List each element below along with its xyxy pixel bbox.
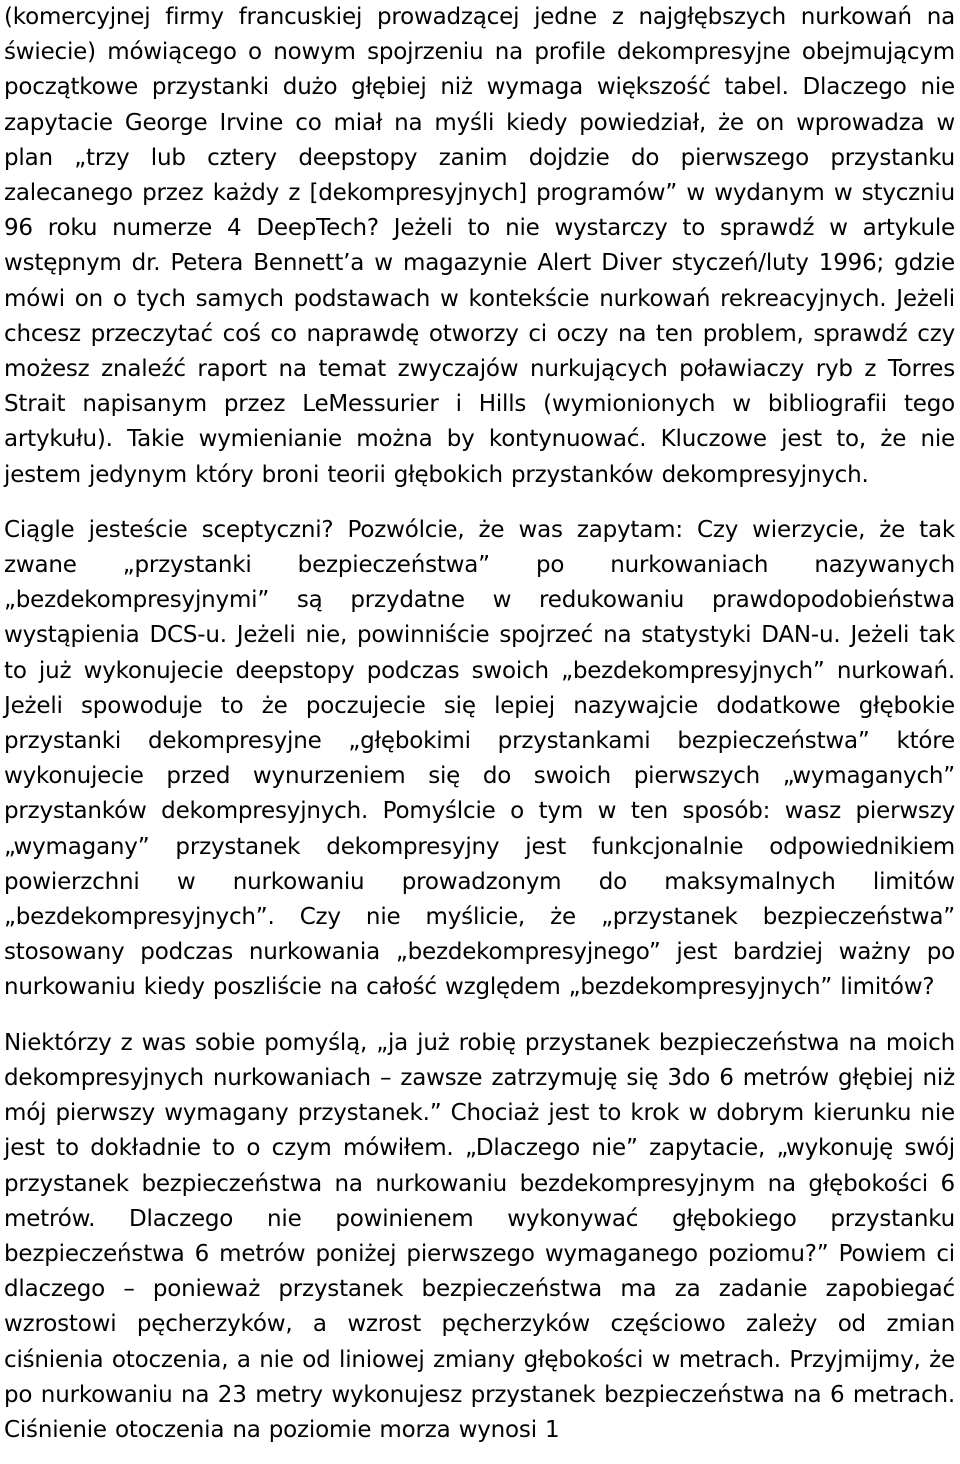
paragraph: (komercyjnej firmy francuskiej prowadzącej jedne z najgłębszych nurkowań na świecie) mówiącego o nowym spojrzeniu na profile dekompresyjne obejmującym początkowe przystanki dużo głębiej niż wymaga większość tabel. Dlaczego nie zapytacie George Irvine co miał na myśli kiedy powiedział, że on wprowadza w plan „trzy lub cztery deepstopy zanim dojdzie do pierwszego przystanku zalecanego przez każdy z [dekompresyjnych] programów” w wydanym w styczniu 96 roku numerze 4 DeepTech? Jeżeli to nie wystarczy to sprawdź w artykule wstępnym dr. Petera Bennett’a w magazynie Alert Diver styczeń/luty 1996; gdzie mówi on o tych samych podstawach w kontekście nurkowań rekreacyjnych. Jeżeli chcesz przeczytać coś co naprawdę otworzy ci oczy na ten problem, sprawdź czy możesz znaleźć raport na temat zwyczajów nurkujących poławiaczy ryb z Torres Strait napisanym przez LeMessurier i Hills (wymionionych w bibliografii tego artykułu). Takie wymienianie można by kontynuować. Kluczowe jest to, że nie jestem jedynym który broni teorii głębokich przystanków dekompresyjnych. [4,4,955,488]
paragraph: Niektórzy z was sobie pomyślą, „ja już robię przystanek bezpieczeństwa na moich dekompresyjnych nurkowaniach – zawsze zatrzymuję się 3do 6 metrów głębiej niż mój pierwszy wymagany przystanek.” Chociaż jest to krok w dobrym kierunku nie jest to dokładnie to o czym mówiłem. „Dlaczego nie” zapytacie, „wykonuję swój przystanek bezpieczeństwa na nurkowaniu bezdekompresyjnym na głębokości 6 metrów. Dlaczego nie powinienem wykonywać głębokiego przystanku bezpieczeństwa 6 metrów poniżej pierwszego wymaganego poziomu?” Powiem ci dlaczego – ponieważ przystanek bezpieczeństwa ma za zadanie zapobiegać wzrostowi pęcherzyków, a wzrost pęcherzyków częściowo zależy od zmian ciśnienia otoczenia, a nie od liniowej zmiany głębokości w metrach. Przyjmijmy, że po nurkowaniu na 23 metry wykonujesz przystanek bezpieczeństwa na 6 metrach. Ciśnienie otoczenia na poziomie morza wynosi 1 [4,1029,955,1443]
paragraph: Ciągle jesteście sceptyczni? Pozwólcie, że was zapytam: Czy wierzycie, że tak zwane „przystanki bezpieczeństwa” po nurkowaniach nazywanych „bezdekompresyjnymi” są przydatne w redukowaniu prawdopodobieństwa wystąpienia DCS-u. Jeżeli nie, powinniście spojrzeć na statystyki DAN-u. Jeżeli tak to już wykonujecie deepstopy podczas swoich „bezdekompresyjnych” nurkowań. Jeżeli spowoduje to że poczujecie się lepiej nazywajcie dodatkowe głębokie przystanki dekompresyjne „głębokimi przystankami bezpieczeństwa” które wykonujecie przed wynurzeniem się do swoich pierwszych „wymaganych” przystanków dekompresyjnych. Pomyślcie o tym w ten sposób: wasz pierwszy „wymagany” przystanek dekompresyjny jest funkcjonalnie odpowiednikiem powierzchni w nurkowaniu prowadzonym do maksymalnych limitów „bezdekompresyjnych”. Czy nie myślicie, że „przystanek bezpieczeństwa” stosowany podczas nurkowania „bezdekompresyjnego” jest bardziej ważny po nurkowaniu kiedy poszliście na całość względem „bezdekompresyjnych” limitów? [4,516,955,1001]
